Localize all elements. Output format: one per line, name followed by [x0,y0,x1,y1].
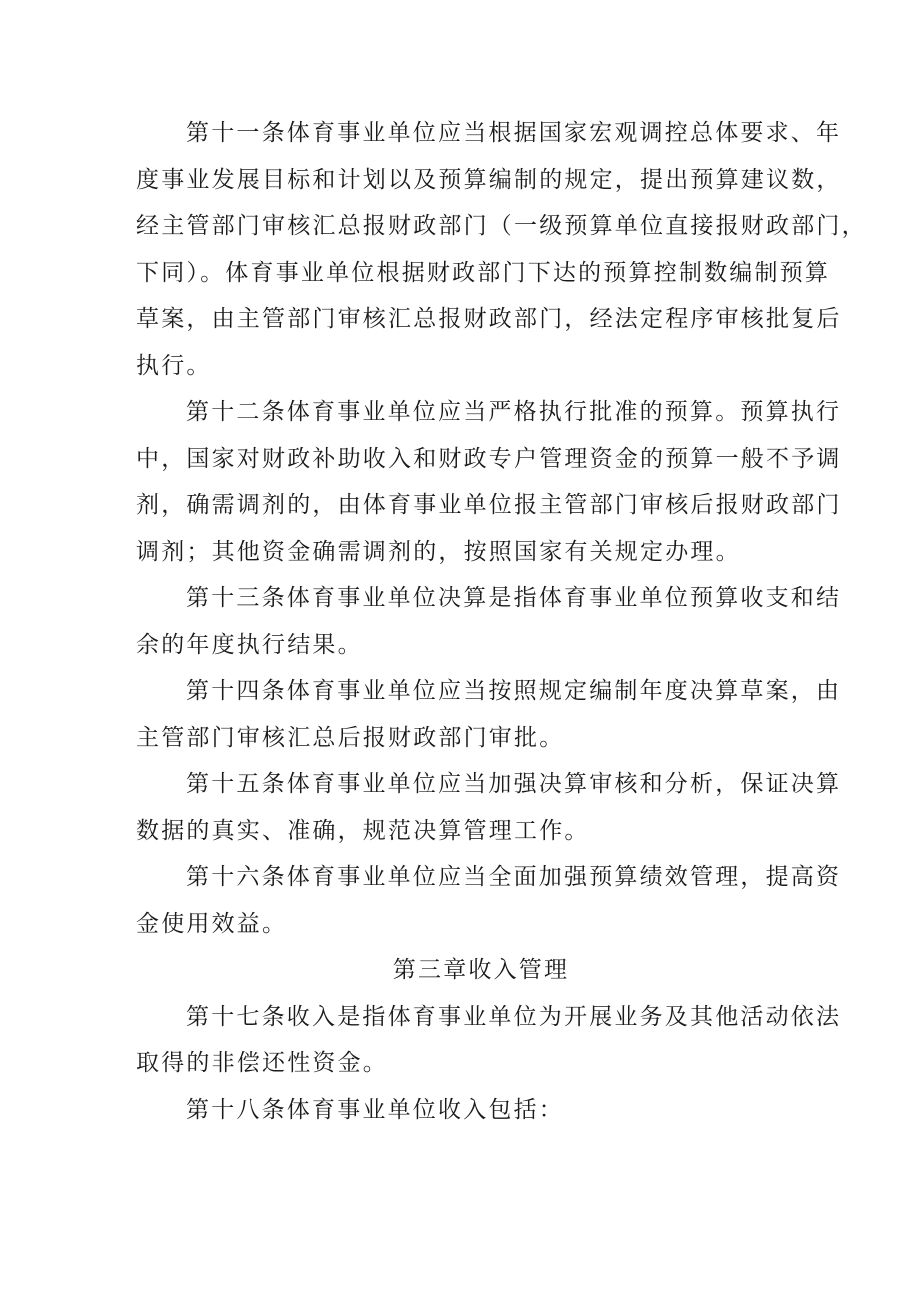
text-line: 第十一条体育事业单位应当根据国家宏观调控总体要求、年 [186,120,842,146]
text-line: 金使用效益。 [136,910,288,937]
text-line: 经主管部门审核汇总报财政部门（一级预算单位直接报财政部门， [136,213,867,239]
document-body [136,110,867,1133]
text-line: 度事业发展目标和计划以及预算编制的规定，提出预算建议数， [136,166,842,193]
text-line: 取得的非偿还性资金。 [136,1050,388,1076]
text-line: 余的年度执行结果。 [136,631,363,658]
article-15 [136,761,842,854]
article-11 [136,110,867,389]
article-16 [136,854,842,947]
text-line: 第十八条体育事业单位收入包括： [186,1096,564,1123]
text-line: 第十三条体育事业单位决算是指体育事业单位预算收支和结 [186,585,842,611]
text-line: 下同）。体育事业单位根据财政部门下达的预算控制数编制预算 [136,259,831,286]
text-line: 第十二条体育事业单位应当严格执行批准的预算。预算执行 [186,399,842,425]
text-line: 主管部门审核汇总后报财政部门审批。 [136,724,565,751]
article-12 [136,389,842,575]
article-18 [136,1087,796,1134]
text-line: 第十六条体育事业单位应当全面加强预算绩效管理，提高资 [186,864,842,890]
text-line: 数据的真实、准确，规范决算管理工作。 [136,817,590,844]
text-line: 调剂；其他资金确需调剂的，按照国家有关规定办理。 [136,538,741,565]
article-13 [136,575,842,668]
text-line: 执行。 [136,352,212,379]
article-17 [136,994,842,1087]
article-14 [136,668,842,761]
text-line: 第十四条体育事业单位应当按照规定编制年度决算草案，由 [186,678,842,704]
text-line: 中，国家对财政补助收入和财政专户管理资金的预算一般不予调 [136,445,842,472]
text-line: 第十七条收入是指体育事业单位为开展业务及其他活动依法 [186,1003,842,1030]
text-line: 第十五条体育事业单位应当加强决算审核和分析，保证决算 [186,771,842,797]
text-line: 剂，确需调剂的，由体育事业单位报主管部门审核后报财政部门 [136,492,842,518]
chapter-heading: 第三章收入管理 [392,957,570,983]
text-line: 草案，由主管部门审核汇总报财政部门，经法定程序审核批复后 [136,306,842,332]
